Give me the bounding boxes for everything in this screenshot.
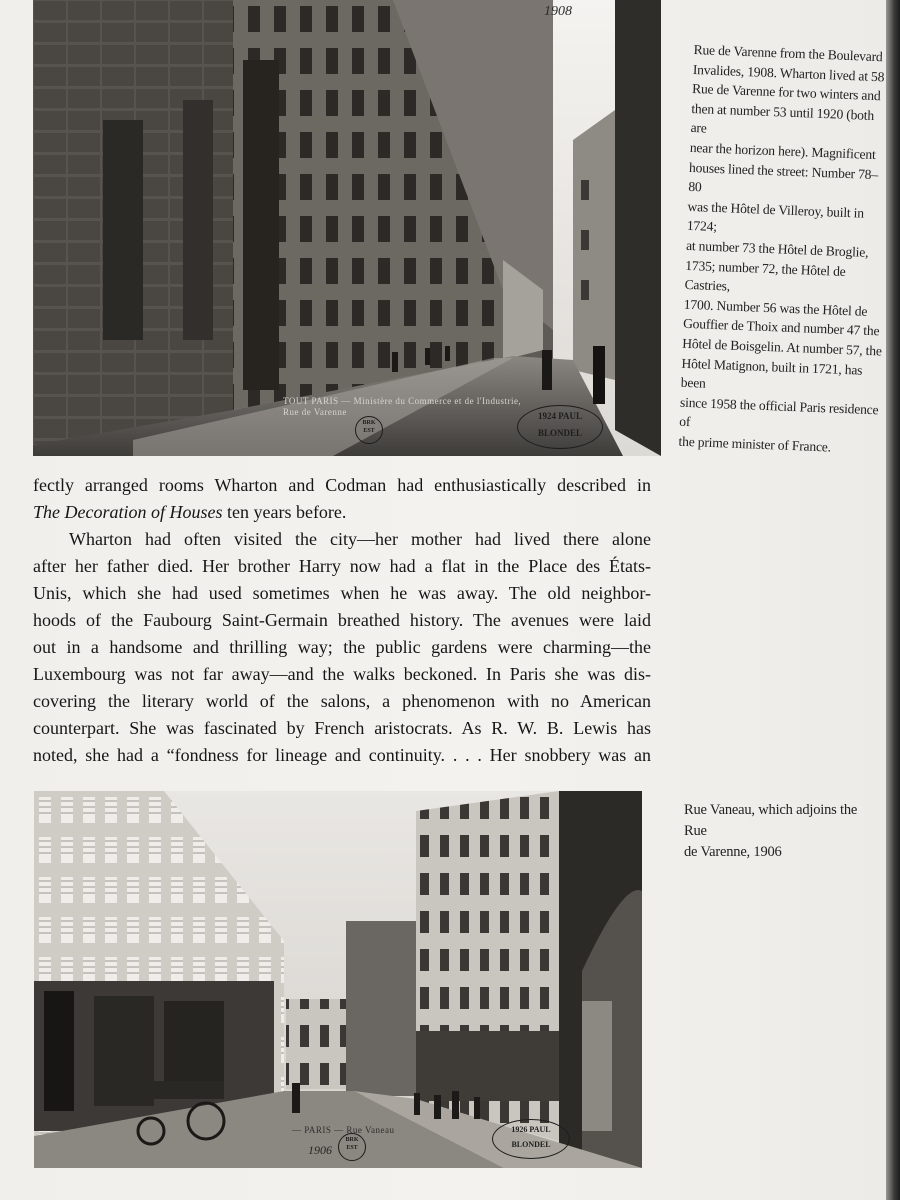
book-title: The Decoration of Houses [33,502,223,522]
caption-line: de Varenne, 1906 [684,844,782,860]
photo-printed-caption: — PARIS — Rue Vaneau [292,1125,395,1135]
caption-line: Hôtel Matignon, built in 1721, has been [680,355,863,391]
body-line: Unis, which she had used sometimes when he was away. The old neighbor- [33,583,651,603]
photo-rue-de-varenne [33,0,661,456]
photo-rue-de-varenne-image [33,0,661,456]
photo-handwritten-year: 1906 [308,1143,332,1157]
caption-line: the prime minister of France. [678,433,832,455]
caption-line: then at number 53 until 1920 (both are [690,100,875,136]
caption-line: Rue de Varenne from the Boulevard [693,41,883,65]
body-line: Luxembourg was not far away—and the walks beckoned. In Paris she was dis- [33,664,651,684]
caption-line: since 1958 the official Paris residence of [679,394,879,430]
caption-line: houses lined the street: Number 78–80 [688,159,879,195]
body-line: covering the literary world of the salons, a phenomenon with no American [33,691,651,711]
photo-small-stamp: BRK EST [338,1133,366,1161]
photo-printed-caption: TOUT PARIS — Ministère du Commerce et de l'Industrie, Rue de Varenne [283,396,522,417]
photo-small-stamp: BRK EST [355,416,383,444]
caption-line: Rue Vaneau, which adjoins the Rue [684,802,858,839]
photo-handwritten-year: 1908 [544,4,572,19]
body-line-rest: ten years before. [222,502,347,522]
body-line: Wharton had often visited the city—her mother had lived there alone [69,529,651,549]
caption-line: Invalides, 1908. Wharton lived at 58 [692,61,885,84]
caption-line: was the Hôtel de Villeroy, built in 1724; [686,198,865,235]
body-line: fectly arranged rooms Wharton and Codman had enthusiastically described in [33,475,651,495]
caption-line: 1700. Number 56 was the Hôtel de [683,296,868,319]
caption-line: Hôtel de Boisgelin. At number 57, the [682,335,882,359]
body-line: after her father died. Her brother Harry now had a flat in the Place des États- [33,556,651,576]
caption-rue-de-varenne [678,40,894,459]
body-line [33,499,651,526]
photo-rue-vaneau-image [34,791,642,1168]
caption-line: 1735; number 72, the Hôtel de Castries, [684,257,846,294]
body-line: counterpart. She was fascinated by French aristocrats. As R. W. B. Lewis has [33,718,651,738]
body-text [33,472,651,769]
body-line: out in a handsome and thrilling way; the public gardens were charming—the [33,637,651,657]
body-line: noted, she had a “fondness for lineage and continuity. . . . Her snobbery was an [33,745,651,765]
book-spine-shadow [886,0,900,1200]
caption-line: near the horizon here). Magnificent [689,139,876,163]
caption-line: Rue de Varenne for two winters and [691,81,881,104]
body-line: hoods of the Faubourg Saint-Germain breathed history. The avenues were laid [33,610,651,630]
caption-line: Gouffier de Thoix and number 47 the [682,316,880,339]
caption-line: at number 73 the Hôtel de Broglie, [685,237,869,260]
photo-blondel-stamp: 1926 PAUL BLONDEL [492,1119,570,1159]
caption-rue-vaneau [684,800,874,863]
photo-rue-vaneau [34,791,642,1168]
photo-blondel-stamp: 1924 PAUL BLONDEL [517,405,603,449]
